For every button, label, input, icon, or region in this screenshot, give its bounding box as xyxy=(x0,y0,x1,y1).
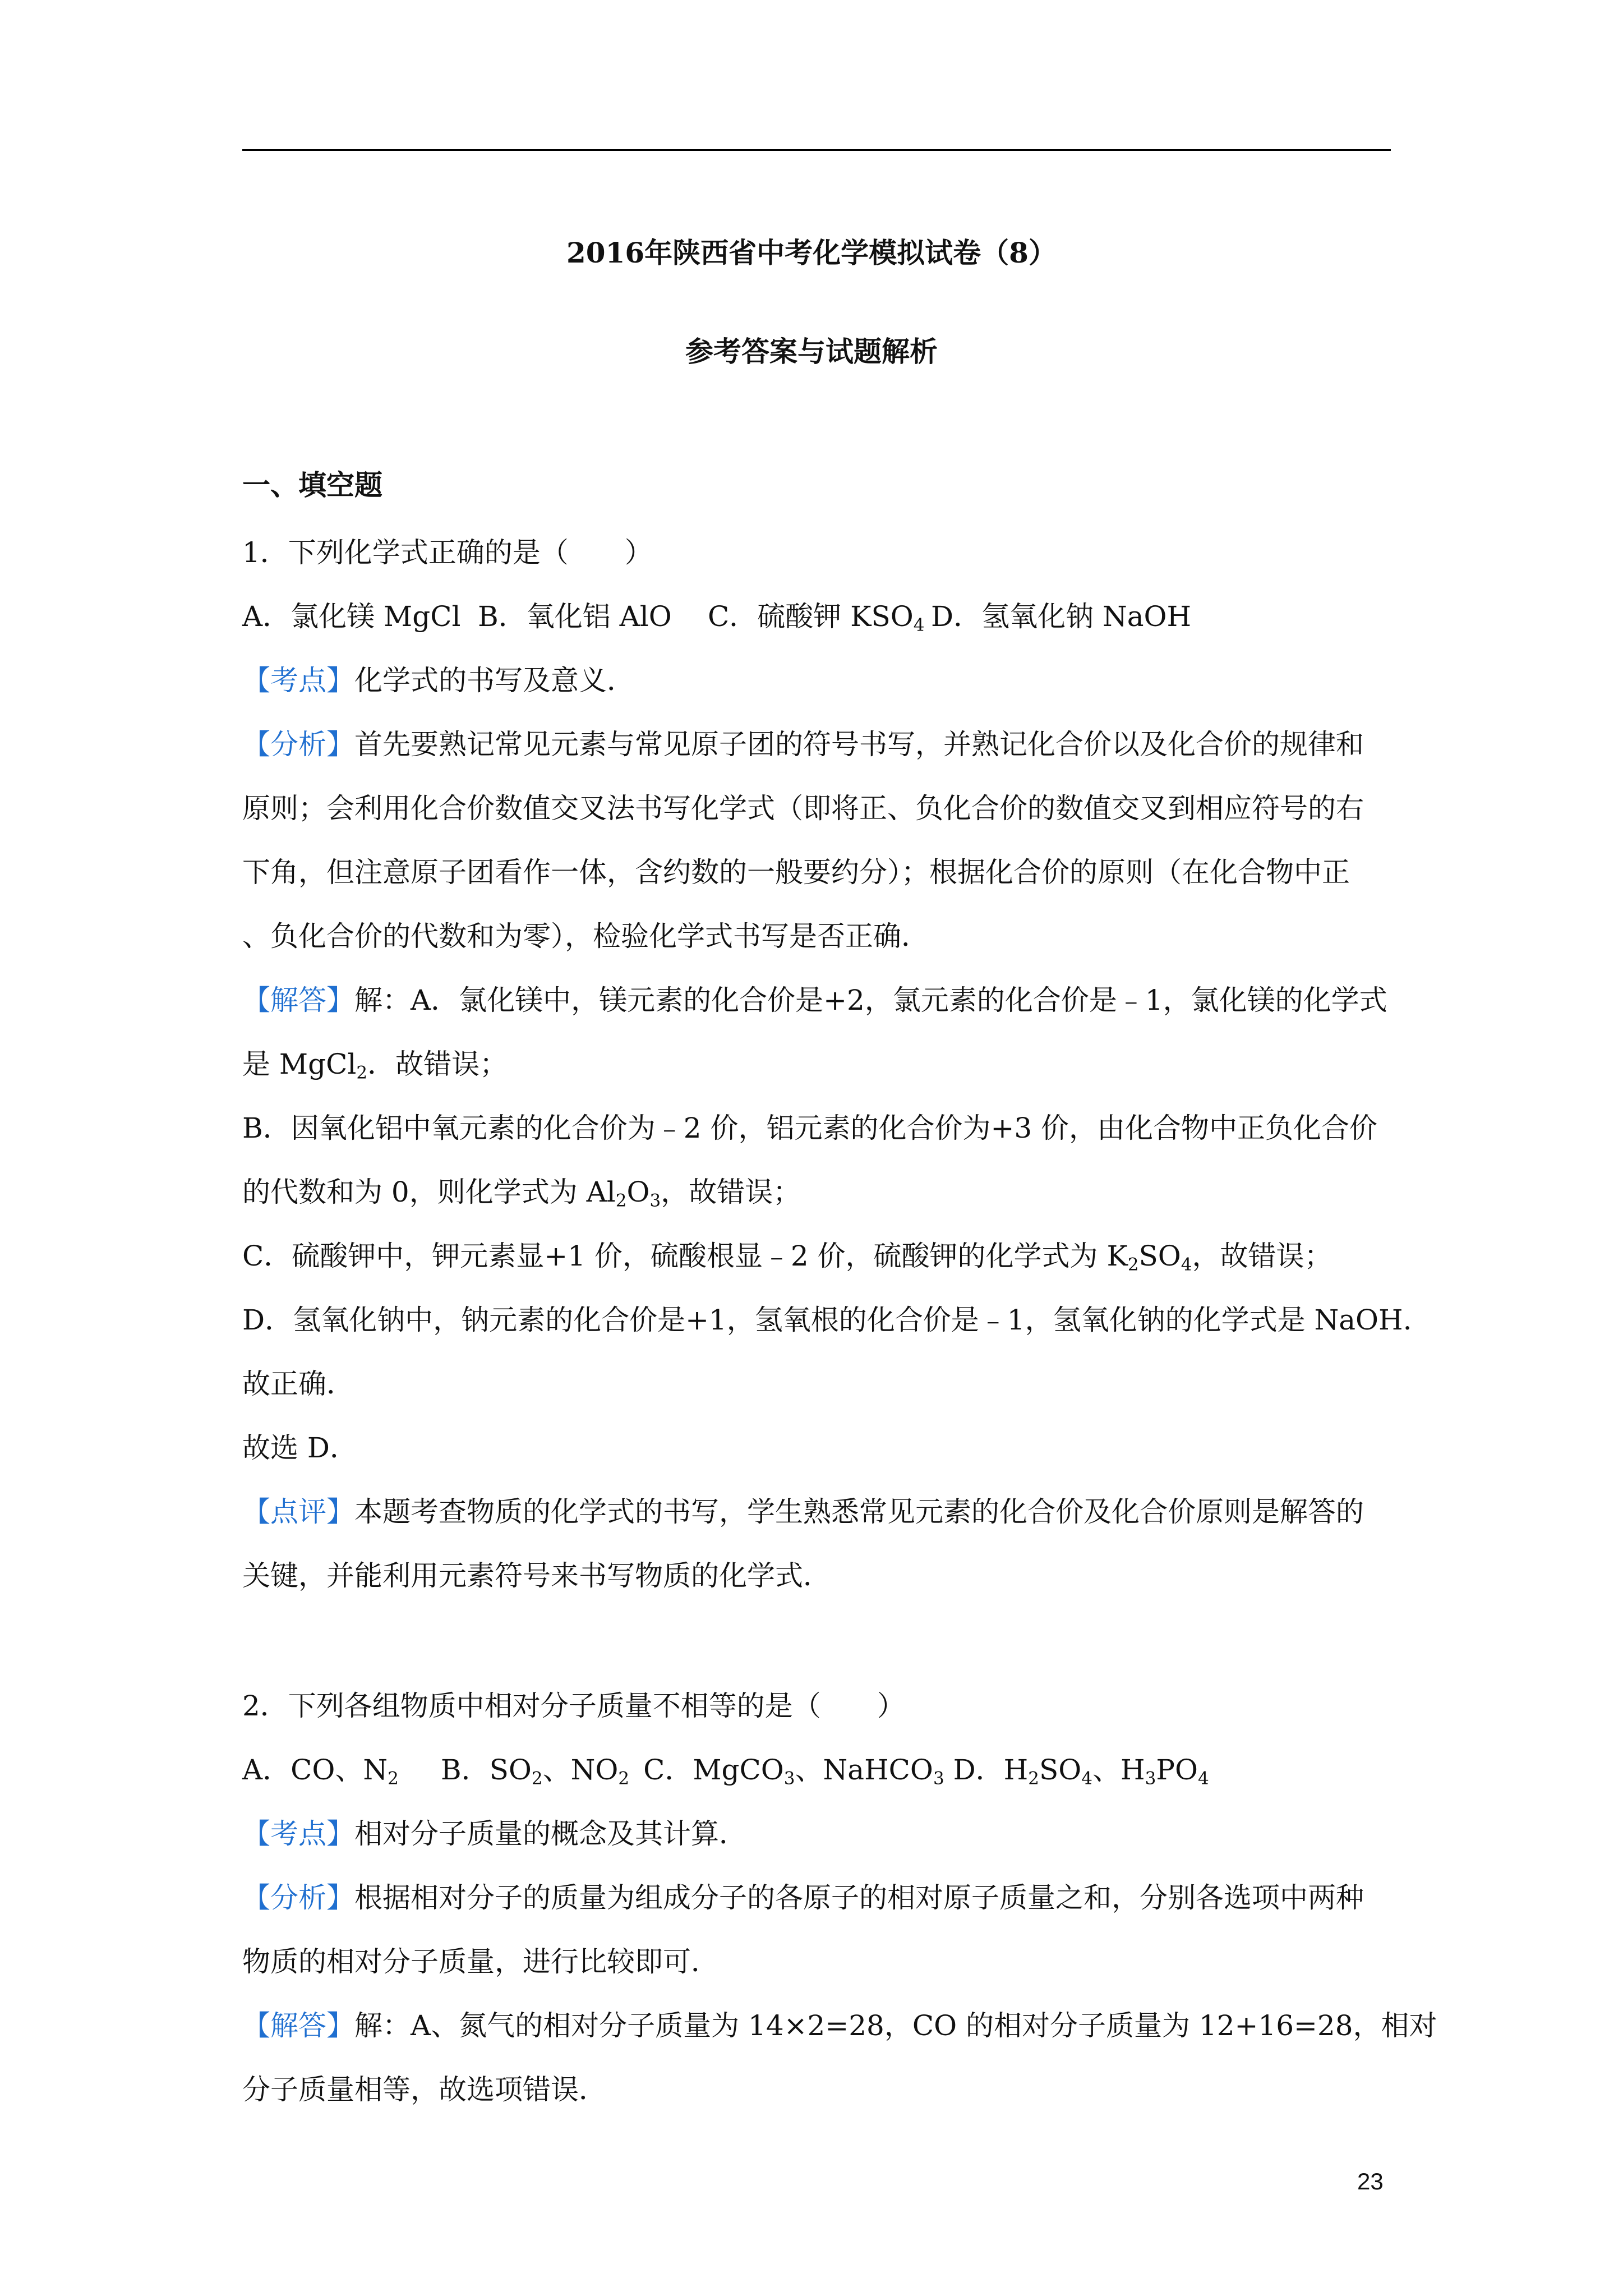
kaodian-label: 【考点】 xyxy=(242,1818,354,1850)
header-rule xyxy=(242,149,1391,151)
q1-fenxi-line-4: 、负化合价的代数和为零），检验化学式书写是否正确． xyxy=(242,920,929,953)
q1-jieda-line-1: 【解答】解：A．氯化镁中，镁元素的化合价是+2，氯元素的化合价是﹣1，氯化镁的化学式 xyxy=(242,984,1387,1016)
q2-jieda-line-1: 【解答】解：A、氮气的相对分子质量为 14×2=28，CO 的相对分子质量为 12+16=28，相对 xyxy=(242,2009,1437,2042)
q1-fenxi-line-1: 【分析】首先要熟记常见元素与常见原子团的符号书写，并熟记化合价以及化合价的规律和 xyxy=(242,728,1364,761)
q1-option-b-explain-1: B．因氧化铝中氧元素的化合价为﹣2 价，铝元素的化合价为+3 价，由化合物中正负化合价 xyxy=(242,1112,1378,1144)
section-heading: 一、填空题 xyxy=(242,468,382,501)
q1-option-d: D．氢氧化钠 NaOH xyxy=(931,600,1192,633)
q2-fenxi-line-2: 物质的相对分子质量，进行比较即可． xyxy=(242,1945,719,1978)
fenxi-label: 【分析】 xyxy=(242,1881,354,1914)
jieda-label: 【解答】 xyxy=(242,2009,354,2042)
q2-kaodian: 【考点】相对分子质量的概念及其计算． xyxy=(242,1818,747,1850)
q1-choice: 故选 D． xyxy=(242,1432,358,1464)
q2-fenxi-line-1: 【分析】根据相对分子的质量为组成分子的各原子的相对原子质量之和，分别各选项中两种 xyxy=(242,1881,1364,1914)
q1-option-d-explain-2: 故正确． xyxy=(242,1368,354,1400)
document-subtitle: 参考答案与试题解析 xyxy=(685,335,938,368)
dianping-label: 【点评】 xyxy=(242,1496,354,1528)
q1-stem: 1．下列化学式正确的是（ ） xyxy=(242,536,653,569)
page-number: 23 xyxy=(1357,2168,1384,2194)
q1-dianping-line-2: 关键，并能利用元素符号来书写物质的化学式． xyxy=(242,1559,831,1592)
q1-option-b-explain-2: 的代数和为 0，则化学式为 $Al_2O_3$，故错误； xyxy=(242,1176,801,1211)
q1-fenxi-line-3: 下角，但注意原子团看作一体，含约数的一般要约分）；根据化合价的原则（在化合物中正 xyxy=(242,856,1350,889)
document-title: 2016年陕西省中考化学模拟试卷（8） xyxy=(566,236,1057,269)
fenxi-label: 【分析】 xyxy=(242,728,354,761)
q1-option-b: B．氧化铝 AlO xyxy=(478,600,672,633)
q1-option-c-explain: C．硫酸钾中，钾元素显+1 价，硫酸根显﹣2 价，硫酸钾的化学式为 $K_2SO_4$，故错误； xyxy=(242,1240,1332,1275)
q1-fenxi-line-2: 原则；会利用化合价数值交叉法书写化学式（即将正、负化合价的数值交叉到相应符号的右 xyxy=(242,792,1364,825)
q1-option-c: C．硫酸钾 $KSO_4$ xyxy=(708,600,925,636)
jieda-label: 【解答】 xyxy=(242,984,354,1016)
q1-jieda-line-2: 是 MgCl$_2$．故错误； xyxy=(242,1048,508,1083)
q2-options: A．CO、$N_2$ B．$SO_2$、$NO_2$ C．MgCO$_3$、NaHCO$_3$ D．$H_2SO_4$、$H_3PO_4$ xyxy=(242,1754,1209,1789)
q2-jieda-line-2: 分子质量相等，故选项错误． xyxy=(242,2073,607,2106)
q2-stem: 2．下列各组物质中相对分子质量不相等的是（ ） xyxy=(242,1690,905,1722)
kaodian-label: 【考点】 xyxy=(242,664,354,697)
q1-kaodian: 【考点】化学式的书写及意义． xyxy=(242,664,635,697)
q1-option-a: A．氯化镁 MgCl xyxy=(242,600,461,633)
q1-dianping-line-1: 【点评】本题考查物质的化学式的书写，学生熟悉常见元素的化合价及化合价原则是解答的 xyxy=(242,1496,1364,1528)
q1-option-d-explain-1: D．氢氧化钠中，钠元素的化合价是+1，氢氧根的化合价是﹣1，氢氧化钠的化学式是 NaOH. xyxy=(242,1304,1412,1336)
